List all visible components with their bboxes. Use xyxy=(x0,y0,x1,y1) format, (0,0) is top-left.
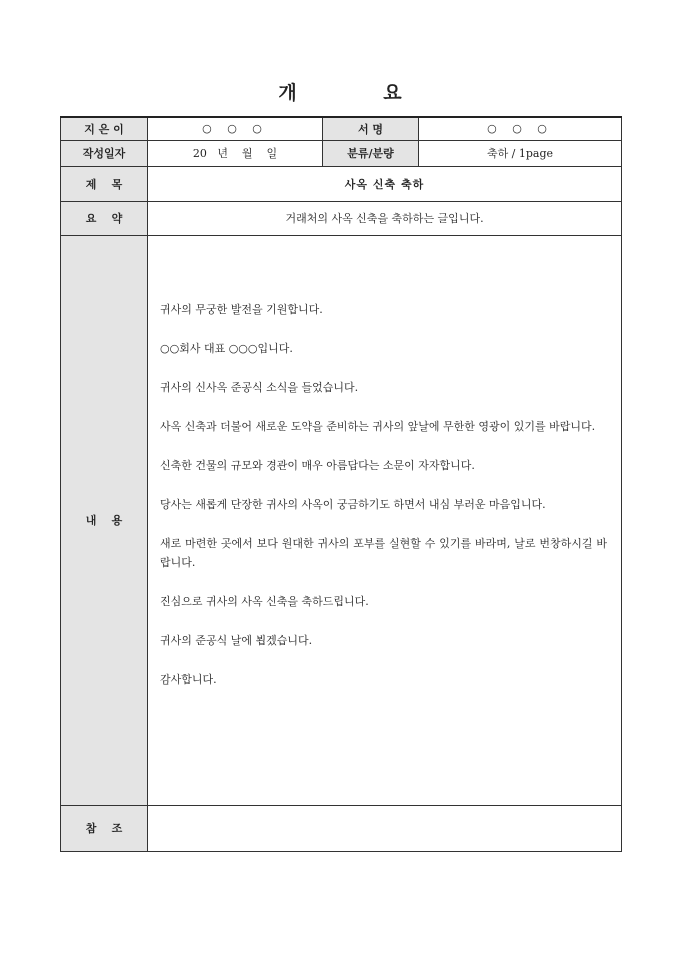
reference-label: 참 조 xyxy=(61,805,148,851)
summary-value: 거래처의 사옥 신축을 축하하는 글입니다. xyxy=(148,201,622,235)
summary-form-table xyxy=(60,116,622,852)
content-paragraph: 신축한 건물의 규모와 경관이 매우 아름답다는 소문이 자자합니다. xyxy=(160,458,475,472)
category-value: 축하 / 1page xyxy=(419,140,622,166)
subject-label: 제 목 xyxy=(61,166,148,201)
author-label: 지 은 이 xyxy=(61,117,148,140)
summary-label: 요 약 xyxy=(61,201,148,235)
content-paragraph: 감사합니다. xyxy=(160,672,217,686)
content-paragraph: ○○회사 대표 ○○○입니다. xyxy=(160,341,293,355)
category-label: 분류/분량 xyxy=(323,140,419,166)
content-paragraph: 당사는 새롭게 단장한 귀사의 사옥이 궁금하기도 하면서 내심 부러운 마음입니다. xyxy=(160,497,546,511)
content-paragraph: 귀사의 무궁한 발전을 기원합니다. xyxy=(160,302,323,316)
date-value: 20 년 월 일 xyxy=(148,140,323,166)
content-label: 내 용 xyxy=(61,235,148,805)
content-paragraph: 귀사의 준공식 날에 뵙겠습니다. xyxy=(160,633,313,647)
content-paragraph: 사옥 신축과 더불어 새로운 도약을 준비하는 귀사의 앞날에 무한한 영광이 있기를 바랍니다. xyxy=(160,419,596,433)
content-body xyxy=(148,235,622,805)
page-title: 개 요 xyxy=(278,82,442,104)
date-label: 작성일자 xyxy=(61,140,148,166)
signature-label: 서 명 xyxy=(323,117,419,140)
content-paragraph: 진심으로 귀사의 사옥 신축을 축하드립니다. xyxy=(160,594,369,608)
content-paragraph: 귀사의 신사옥 준공식 소식을 들었습니다. xyxy=(160,380,359,394)
signature-value: ○ ○ ○ xyxy=(419,117,622,140)
author-value: ○ ○ ○ xyxy=(148,117,323,140)
reference-value xyxy=(148,805,622,851)
subject-value: 사옥 신축 축하 xyxy=(148,166,622,201)
content-paragraph: 새로 마련한 곳에서 보다 원대한 귀사의 포부를 실현할 수 있기를 바라며, 날로 번창하시길 바랍니다. xyxy=(160,536,607,569)
